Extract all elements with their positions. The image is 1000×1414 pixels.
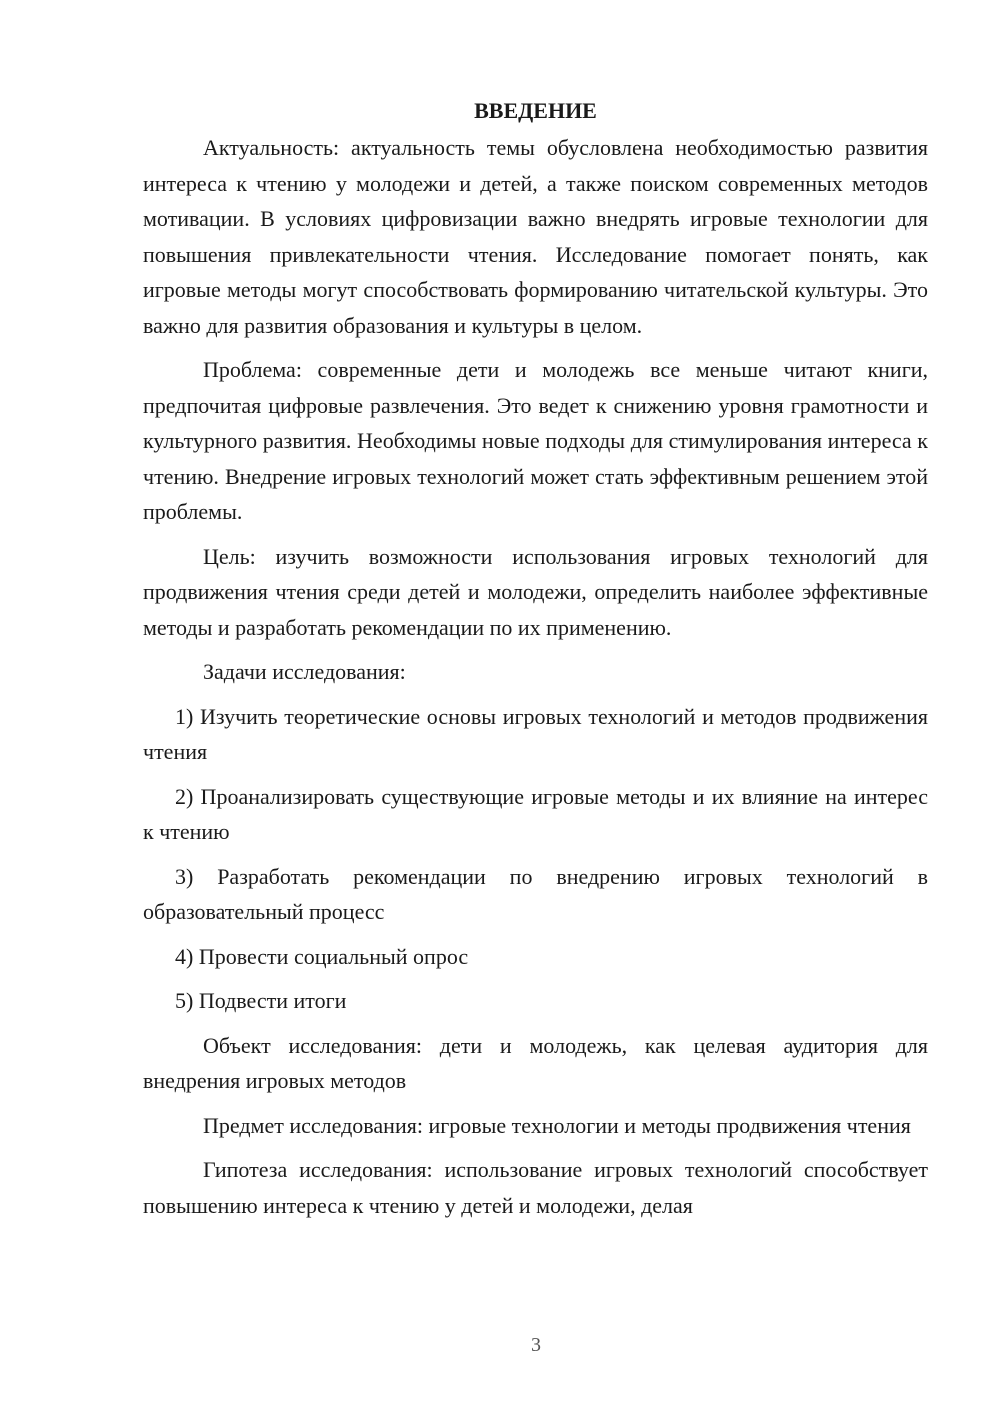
page-number: 3 bbox=[531, 1334, 541, 1356]
task-item-5: 5) Подвести итоги bbox=[175, 988, 347, 1013]
tasks-heading: Задачи исследования: bbox=[203, 659, 406, 684]
subject-paragraph: Предмет исследования: игровые технологии и методы продвижения чтения bbox=[203, 1112, 911, 1138]
task-item-1: 1) Изучить теоретические основы игровых технологий и методов продвижения чтения bbox=[143, 703, 928, 764]
document-page bbox=[143, 96, 928, 1232]
task-item-3: 3) Разработать рекомендации по внедрению игровых технологий в образовательный процесс bbox=[143, 863, 928, 924]
task-item-4: 4) Провести социальный опрос bbox=[175, 943, 469, 969]
section-heading: ВВЕДЕНИЕ bbox=[474, 98, 597, 123]
relevance-paragraph: Актуальность: актуальность темы обусловлена необходимостью развития интереса к чтению у молодежи и детей, а также поиском современных методов мотивации. В условиях цифровизации важно внедрять игровые технологии для повышения привлекательности чтения. Исследование помогает понять, как игровые методы могут способствовать формированию читательской культуры. Это важно для развития образования и культуры в целом. bbox=[143, 135, 928, 338]
problem-paragraph: Проблема: современные дети и молодежь все меньше читают книги, предпочитая цифровые развлечения. Это ведет к снижению уровня грамотности и культурного развития. Необходимы новые подходы для стимулирования интереса к чтению. Внедрение игровых технологий может стать эффективным решением этой проблемы. bbox=[143, 357, 928, 524]
object-paragraph: Объект исследования: дети и молодежь, как целевая аудитория для внедрения игровых методов bbox=[143, 1032, 928, 1093]
task-item-2: 2) Проанализировать существующие игровые методы и их влияние на интерес к чтению bbox=[143, 783, 928, 844]
hypothesis-paragraph: Гипотеза исследования: использование игровых технологий способствует повышению интереса к чтению у детей и молодежи, делая bbox=[143, 1157, 928, 1218]
goal-paragraph: Цель: изучить возможности использования игровых технологий для продвижения чтения среди детей и молодежи, определить наиболее эффективные методы и разработать рекомендации по их применению. bbox=[143, 543, 928, 640]
